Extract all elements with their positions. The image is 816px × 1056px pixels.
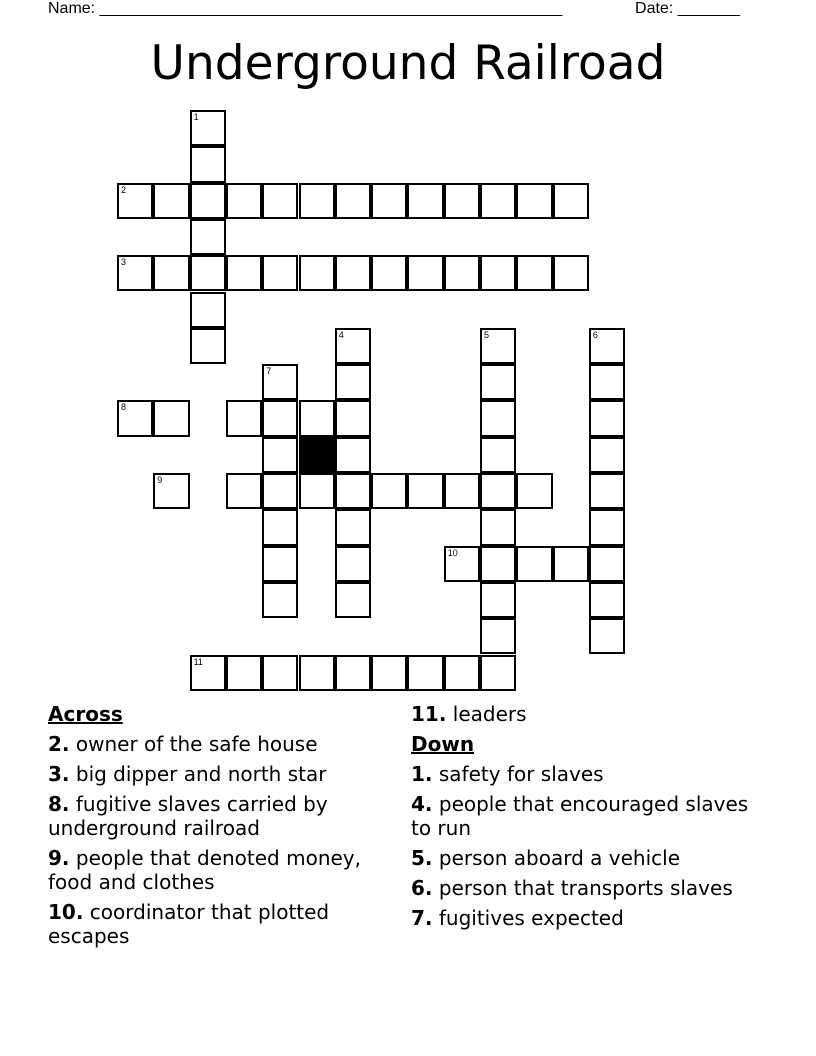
grid-cell[interactable]: [153, 473, 189, 509]
clue-text: owner of the safe house: [75, 732, 318, 756]
grid-cell[interactable]: [262, 582, 298, 618]
grid-cell[interactable]: [444, 655, 480, 691]
cell-number: 9: [157, 475, 163, 485]
grid-cell[interactable]: [516, 255, 552, 291]
grid-cell[interactable]: [190, 655, 226, 691]
clue-across-8: [48, 792, 388, 840]
cell-number: 11: [193, 656, 203, 667]
clue-number: 3.: [48, 762, 70, 786]
clue-across-2: [48, 732, 388, 756]
grid-cell[interactable]: [262, 473, 298, 509]
grid-cell[interactable]: [335, 582, 371, 618]
clue-across-3: [48, 762, 388, 786]
grid-cell[interactable]: [589, 546, 625, 582]
grid-cell[interactable]: [516, 183, 552, 219]
grid-cell[interactable]: [262, 183, 298, 219]
black-cell: [299, 437, 335, 473]
clue-across-9: [48, 846, 388, 894]
grid-cell[interactable]: [480, 473, 516, 509]
grid-cell[interactable]: [516, 473, 552, 509]
grid-cell[interactable]: [589, 328, 625, 364]
clue-number: 11.: [411, 702, 447, 726]
grid-cell[interactable]: [444, 183, 480, 219]
grid-cell[interactable]: [480, 582, 516, 618]
grid-cell[interactable]: [589, 364, 625, 400]
grid-cell[interactable]: [335, 509, 371, 545]
grid-cell[interactable]: [371, 473, 407, 509]
clue-text: fugitive slaves carried by underground railroad: [48, 792, 328, 840]
clue-down-5: [411, 846, 771, 870]
grid-cell[interactable]: [371, 655, 407, 691]
grid-cell[interactable]: [262, 437, 298, 473]
grid-cell[interactable]: [190, 255, 226, 291]
clues-left-column: [48, 702, 388, 954]
name-field[interactable]: Name: ____________________________________________________: [48, 0, 563, 17]
grid-cell[interactable]: [407, 255, 443, 291]
grid-cell[interactable]: [371, 255, 407, 291]
grid-cell[interactable]: [335, 546, 371, 582]
clues-right-column: [411, 702, 771, 936]
grid-cell[interactable]: [153, 255, 189, 291]
grid-cell[interactable]: [480, 437, 516, 473]
grid-cell[interactable]: [516, 546, 552, 582]
grid-cell[interactable]: [480, 655, 516, 691]
grid-cell[interactable]: [335, 655, 371, 691]
down-heading: Down: [411, 732, 475, 756]
grid-cell[interactable]: [190, 146, 226, 182]
grid-cell[interactable]: [553, 255, 589, 291]
grid-cell[interactable]: [262, 546, 298, 582]
clue-across-10: [48, 900, 388, 948]
clue-text: fugitives expected: [438, 906, 624, 930]
grid-cell[interactable]: [480, 509, 516, 545]
date-field[interactable]: Date: _______: [635, 0, 740, 17]
grid-cell[interactable]: [299, 400, 335, 436]
grid-cell[interactable]: [190, 292, 226, 328]
grid-cell[interactable]: [262, 655, 298, 691]
grid-cell[interactable]: [299, 473, 335, 509]
grid-cell[interactable]: [553, 546, 589, 582]
grid-cell[interactable]: [589, 509, 625, 545]
clue-across-11: [411, 702, 771, 726]
grid-cell[interactable]: [117, 183, 153, 219]
grid-cell[interactable]: [407, 655, 443, 691]
grid-cell[interactable]: [153, 400, 189, 436]
clue-text: leaders: [452, 702, 527, 726]
clue-text: people that encouraged slaves to run: [411, 792, 749, 840]
grid-cell[interactable]: [117, 400, 153, 436]
grid-cell[interactable]: [444, 546, 480, 582]
grid-cell[interactable]: [226, 183, 262, 219]
grid-cell[interactable]: [589, 400, 625, 436]
grid-cell[interactable]: [226, 255, 262, 291]
clue-number: 5.: [411, 846, 433, 870]
grid-cell[interactable]: [262, 509, 298, 545]
clue-text: person aboard a vehicle: [438, 846, 680, 870]
clue-down-7: [411, 906, 771, 930]
grid-cell[interactable]: [335, 183, 371, 219]
page-title: Underground Railroad: [150, 36, 666, 91]
clue-text: big dipper and north star: [75, 762, 327, 786]
grid-cell[interactable]: [190, 110, 226, 146]
grid-cell[interactable]: [480, 546, 516, 582]
clue-text: coordinator that plotted escapes: [48, 900, 330, 948]
grid-cell[interactable]: [444, 255, 480, 291]
grid-cell[interactable]: [589, 437, 625, 473]
grid-cell[interactable]: [480, 183, 516, 219]
grid-cell[interactable]: [262, 400, 298, 436]
grid-cell[interactable]: [589, 473, 625, 509]
grid-cell[interactable]: [117, 255, 153, 291]
grid-cell[interactable]: [190, 219, 226, 255]
grid-cell[interactable]: [190, 328, 226, 364]
grid-cell[interactable]: [335, 255, 371, 291]
grid-cell[interactable]: [226, 473, 262, 509]
cell-number: 6: [592, 329, 598, 340]
grid-cell[interactable]: [480, 364, 516, 400]
clue-down-1: [411, 762, 771, 786]
clue-number: 1.: [411, 762, 433, 786]
cell-number: 3: [121, 257, 127, 268]
clue-number: 4.: [411, 792, 433, 816]
grid-cell[interactable]: [299, 655, 335, 691]
grid-cell[interactable]: [407, 473, 443, 509]
grid-cell[interactable]: [371, 183, 407, 219]
clue-text: safety for slaves: [438, 762, 604, 786]
grid-cell[interactable]: [480, 618, 516, 654]
grid-cell[interactable]: [335, 473, 371, 509]
grid-cell[interactable]: [480, 400, 516, 436]
cell-number: 2: [121, 184, 127, 195]
cell-number: 8: [121, 402, 127, 413]
grid-cell[interactable]: [480, 328, 516, 364]
grid-cell[interactable]: [444, 473, 480, 509]
clue-number: 9.: [48, 846, 70, 870]
grid-cell[interactable]: [262, 364, 298, 400]
clue-number: 8.: [48, 792, 70, 816]
cell-number: 7: [266, 366, 272, 377]
clue-text: person that transports slaves: [438, 876, 733, 900]
grid-cell[interactable]: [190, 183, 226, 219]
clue-number: 10.: [48, 900, 84, 924]
grid-cell[interactable]: [226, 655, 262, 691]
grid-cell[interactable]: [589, 582, 625, 618]
grid-cell[interactable]: [335, 328, 371, 364]
grid-cell[interactable]: [299, 183, 335, 219]
grid-cell[interactable]: [226, 400, 262, 436]
grid-cell[interactable]: [589, 618, 625, 654]
cell-number: 4: [338, 329, 344, 340]
clue-number: 6.: [411, 876, 433, 900]
clue-down-6: [411, 876, 771, 900]
grid-cell[interactable]: [407, 183, 443, 219]
grid-cell[interactable]: [335, 437, 371, 473]
clue-number: 2.: [48, 732, 70, 756]
clue-down-4: [411, 792, 771, 840]
grid-cell[interactable]: [153, 183, 189, 219]
cell-number: 10: [447, 547, 458, 558]
clue-number: 7.: [411, 906, 433, 930]
cell-number: 5: [484, 329, 490, 340]
grid-cell[interactable]: [335, 400, 371, 436]
cell-number: 1: [193, 112, 199, 122]
grid-cell[interactable]: [480, 255, 516, 291]
clue-text: people that denoted money, food and clothes: [48, 846, 362, 894]
grid-cell[interactable]: [553, 183, 589, 219]
grid-cell[interactable]: [335, 364, 371, 400]
grid-cell[interactable]: [299, 255, 335, 291]
grid-cell[interactable]: [262, 255, 298, 291]
across-heading: Across: [48, 702, 123, 726]
